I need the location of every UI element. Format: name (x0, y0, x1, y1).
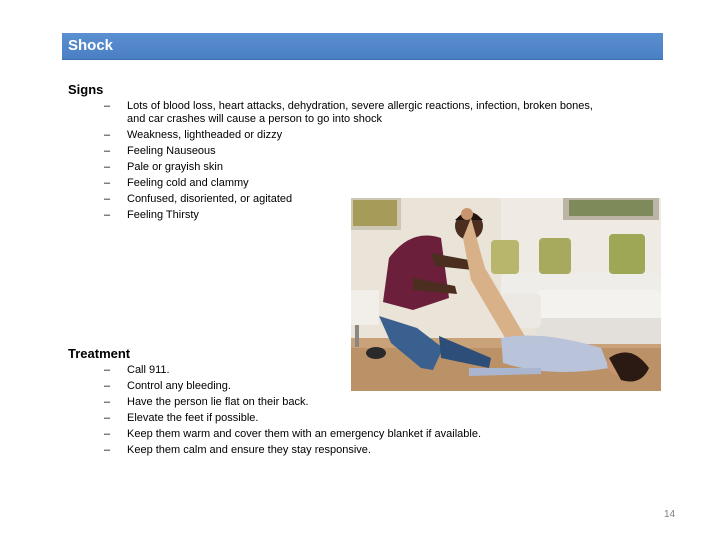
list-item: – Elevate the feet if possible. (104, 412, 259, 424)
slide-title: Shock (68, 37, 114, 54)
bullet-dash: – (104, 129, 111, 141)
photo-illustration (351, 198, 661, 391)
bullet-dash: – (104, 177, 111, 189)
slide-title-bar (62, 33, 663, 60)
treatment-heading: Treatment (68, 346, 131, 361)
page-number: 14 (664, 509, 676, 520)
bullet-dash: – (104, 161, 111, 173)
bullet-dash: – (104, 412, 111, 424)
bullet-dash: – (104, 145, 111, 157)
signs-heading: Signs (68, 82, 104, 97)
bullet-dash: – (104, 380, 111, 392)
list-item: – Feeling cold and clammy (104, 177, 249, 189)
bullet-dash: – (104, 209, 111, 221)
bullet-dash: – (104, 396, 111, 408)
list-item: – Feeling Thirsty (104, 209, 199, 221)
bullet-dash: – (104, 364, 111, 376)
list-item: – Call 911. (104, 364, 170, 376)
bullet-dash: – (104, 100, 111, 112)
list-item: – Have the person lie flat on their back. (104, 396, 309, 408)
list-item: – Control any bleeding. (104, 380, 231, 392)
treatment-list (0, 364, 607, 460)
first-aid-photo (351, 198, 661, 391)
list-item: – Lots of blood loss, heart attacks, dehydration, severe allergic reactions, infection, broken bones, and car crashes will cause a person to go into shock (104, 100, 593, 125)
list-item: – Keep them warm and cover them with an emergency blanket if available. (104, 428, 482, 440)
list-item: – Pale or grayish skin (104, 161, 223, 173)
bullet-dash: – (104, 444, 111, 456)
list-item: – Feeling Nauseous (104, 145, 216, 157)
list-item: – Keep them calm and ensure they stay responsive. (104, 444, 371, 456)
bullet-dash: – (104, 428, 111, 440)
bullet-dash: – (104, 193, 111, 205)
list-item: – Weakness, lightheaded or dizzy (104, 129, 283, 141)
list-item: – Confused, disoriented, or agitated (104, 193, 293, 205)
